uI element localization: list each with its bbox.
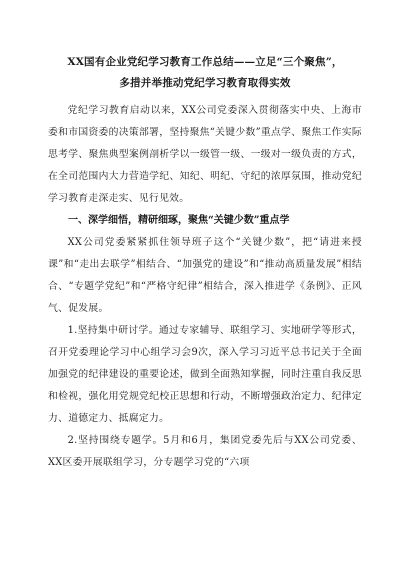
list-item-2: 2.坚持围绕专题学。5月和6月，集团党委先后与XX公司党委、XX区委开展联组学习，分专题学习党的“六项 [48,435,362,468]
section-1-paragraph: XX公司党委紧紧抓住领导班子这个“关键少数”，把“请进来授课”和“走出去联学”相结合、“加强党的建设”和“推动高质量发展”相结合、“专题学党纪”和“严格守纪律”相结合，深入推进学《条例》、正风气、促发展。 [48,237,362,314]
document-title [48,52,362,94]
title-line-1: XX国有企业党纪学习教育工作总结——立足“三个聚焦”， [67,56,343,68]
intro-paragraph: 党纪学习教育启动以来，XX公司党委深入贯彻落实中央、上海市委和市国资委的决策部署，坚持聚焦“关键少数”重点学、聚焦工作实际思考学、聚焦典型案例剖析学以一级管一级、一级对一级负责的方式，在全司范围内大力营造学纪、知纪、明纪、守纪的浓厚氛围，推动党纪学习教育走深走实、见行见效。 [48,105,362,204]
list-item-1: 1.坚持集中研讨学。通过专家辅导、联组学习、实地研学等形式，召开党委理论学习中心组学习会9次，深入学习习近平总书记关于全面加强党的纪律建设的重要论述，做到全面熟知掌握，同时注重自我反思和检视，强化用党规党纪校正思想和行动，不断增强政治定力、纪律定力、道德定力、抵腐定力。 [48,325,362,424]
section-1-heading: 一、深学细悟，精研细琢，聚焦“关键少数”重点学 [68,215,290,226]
title-line-2: 多措并举推动党纪学习教育取得实效 [119,77,291,89]
